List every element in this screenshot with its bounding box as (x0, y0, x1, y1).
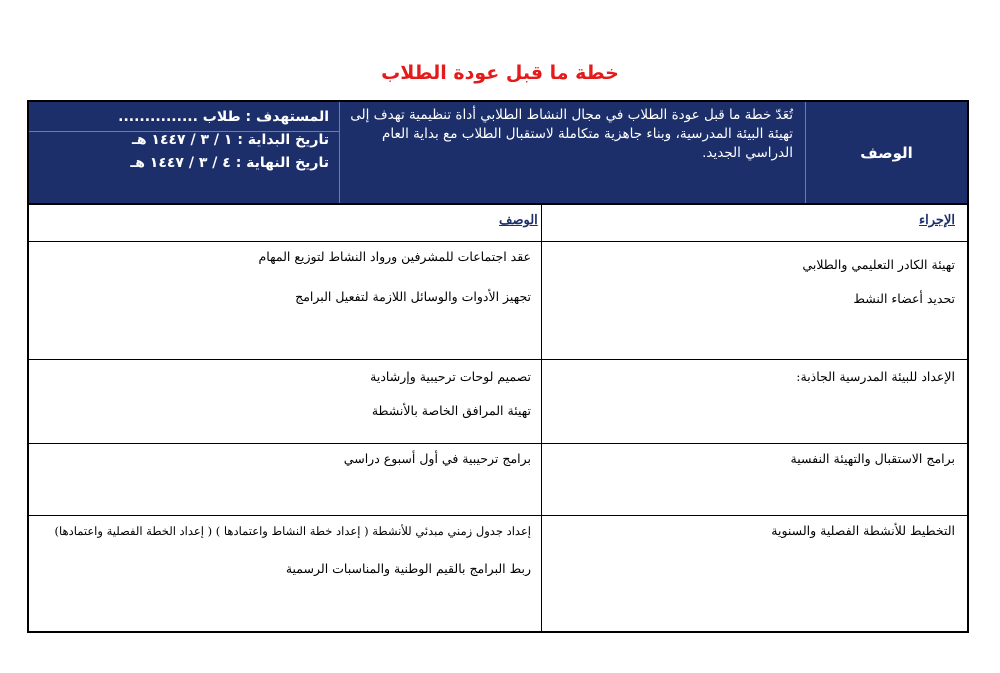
header-meta (29, 102, 339, 203)
row-description (29, 450, 541, 468)
action-line: تحديد أعضاء النشط (853, 291, 955, 306)
description-line: إعداد جدول زمني مبدئي للأنشطة ( إعداد خطة النشاط واعتمادها ) ( إعداد الخطة الفصلية واعتمادها) (54, 524, 531, 538)
page-title: خطة ما قبل عودة الطلاب (381, 62, 619, 84)
start-date: تاريخ البداية : ١ / ٣ / ١٤٤٧ هـ (132, 132, 329, 148)
table-row (29, 444, 967, 516)
table-row (29, 516, 967, 631)
plan-table (27, 100, 969, 633)
row-action (545, 256, 955, 308)
column-header-description: الوصف (499, 213, 538, 228)
description-line: ربط البرامج بالقيم الوطنية والمناسبات الرسمية (285, 561, 531, 576)
description-line: تجهيز الأدوات والوسائل اللازمة لتفعيل البرامج (295, 289, 531, 304)
action-line: تهيئة الكادر التعليمي والطلابي (802, 257, 955, 272)
row-action (545, 368, 955, 386)
header-description: تُعَدّ خطة ما قبل عودة الطلاب في مجال النشاط الطلابي أداة تنظيمية تهدف إلى تهيئة البيئة المدرسية، وبناء جاهزية متكاملة لاستقبال الطلاب مع بداية العام الدراسي الجديد. (339, 102, 805, 203)
header-label: الوصف (805, 102, 967, 203)
end-date: تاريخ النهاية : ٤ / ٣ / ١٤٤٧ هـ (130, 155, 329, 171)
description-line: تصميم لوحات ترحيبية وإرشادية (370, 369, 531, 384)
row-description (29, 522, 541, 578)
row-description (29, 368, 541, 420)
column-header-action: الإجراء (919, 213, 955, 228)
table-row (29, 360, 967, 444)
description-line: عقد اجتماعات للمشرفين ورواد النشاط لتوزيع المهام (258, 249, 531, 264)
header-band (29, 102, 967, 203)
description-line: تهيئة المرافق الخاصة بالأنشطة (371, 403, 531, 418)
target-text: المستهدف : طلاب ............... (118, 109, 329, 125)
action-line: برامج الاستقبال والتهيئة النفسية (790, 451, 955, 466)
row-description (29, 248, 541, 306)
table-row (29, 242, 967, 360)
action-line: الإعداد للبيئة المدرسية الجاذبة: (796, 369, 955, 384)
row-action (545, 450, 955, 468)
row-action (545, 522, 955, 540)
description-line: برامج ترحيبية في أول أسبوع دراسي (343, 451, 531, 466)
action-line: التخطيط للأنشطة الفصلية والسنوية (771, 523, 955, 538)
column-header-row (29, 203, 967, 242)
